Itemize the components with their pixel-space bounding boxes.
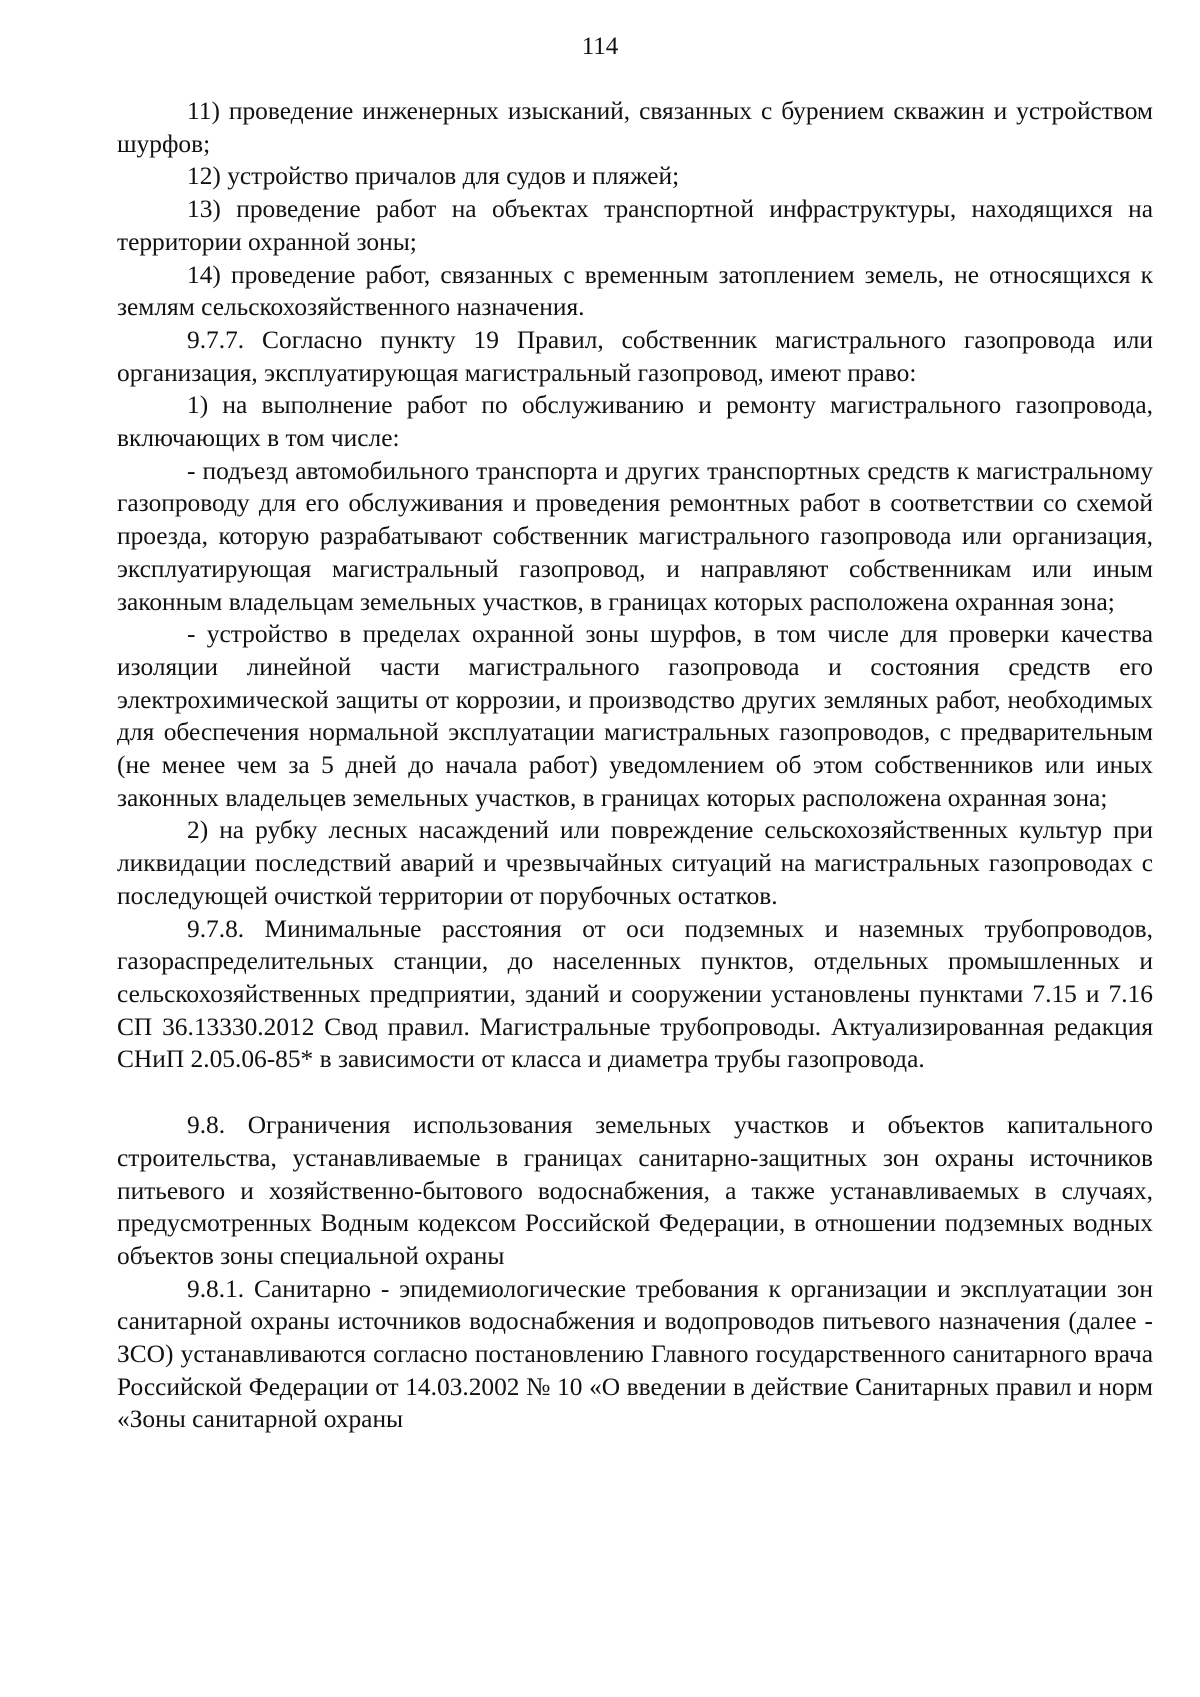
section-gap [117, 1076, 1153, 1109]
page-number: 114 [581, 33, 619, 60]
section-9-8-heading: 9.8. Ограничения использования земельных участков и объектов капитального строительства, устанавливаемые в границах санитарно-защитных зон охраны источников питьевого и хозяйственно-бытового водоснабжения, а также устанавливаемых в случаях, предусмотренных Водным кодексом Российской Федерации, в отношении подземных водных объектов зоны специальной охраны [117, 1111, 1153, 1270]
clause-9-8-1: 9.8.1. Санитарно - эпидемиологические требования к организации и эксплуатации зон санитарной охраны источников водоснабжения и водопроводов питьевого назначения (далее - ЗСО) устанавливаются согласно постановлению Главного государственного санитарного врача Российской Федерации от 14.03.2002 № 10 «О введении в действие Санитарных правил и норм «Зоны санитарной охраны [117, 1274, 1153, 1434]
list-item-14: 14) проведение работ, связанных с временным затоплением земель, не относящихся к землям сельскохозяйственного назначения. [117, 260, 1153, 322]
list-item-11: 11) проведение инженерных изысканий, связанных с бурением скважин и устройством шурфов; [117, 97, 1153, 158]
clause-9-7-8: 9.7.8. Минимальные расстояния от оси подземных и наземных трубопроводов, газораспределительных станции, до населенных пунктов, отдельных промышленных и сельскохозяйственных предприятии, зданий и сооружении установлены пунктами 7.15 и 7.16 СП 36.13330.2012 Свод правил. Магистральные трубопроводы. Актуализированная редакция СНиП 2.05.06-85* в зависимости от класса и диаметра трубы газопровода. [117, 914, 1153, 1074]
right-item-1: 1) на выполнение работ по обслуживанию и ремонту магистрального газопровода, включающих в том числе: [117, 391, 1153, 453]
bullet-pits: - устройство в пределах охранной зоны шурфов, в том числе для проверки качества изоляции линейной части магистрального газопровода и состояния средств его электрохимической защиты от коррозии, и производство других земляных работ, необходимых для обеспечения нормальной эксплуатации магистральных газопроводов, с предварительным (не менее чем за 5 дней до начала работ) уведомлением об этом собственников или иных законных владельцев земельных участков, в границах которых расположена охранная зона; [117, 620, 1153, 812]
list-item-13: 13) проведение работ на объектах транспортной инфраструктуры, находящихся на территории охранной зоны; [117, 195, 1153, 256]
list-item-12: 12) устройство причалов для судов и пляжей; [187, 162, 680, 191]
document-body [117, 95, 1153, 1436]
right-item-2: 2) на рубку лесных насаждений или повреждение сельскохозяйственных культур при ликвидации последствий аварий и чрезвычайных ситуаций на магистральных газопроводах с последующей очисткой территории от порубочных остатков. [117, 816, 1153, 910]
clause-9-7-7: 9.7.7. Согласно пункту 19 Правил, собственник магистрального газопровода или организация, эксплуатирующая магистральный газопровод, имеют право: [117, 325, 1153, 387]
bullet-access-road: - подъезд автомобильного транспорта и других транспортных средств к магистральному газопроводу для его обслуживания и проведения ремонтных работ в соответствии со схемой проезда, которую разрабатывают собственник магистрального газопровода или организация, эксплуатирующая магистральный газопровод, и направляют собственникам или иным законным владельцам земельных участков, в границах которых расположена охранная зона; [117, 456, 1153, 616]
